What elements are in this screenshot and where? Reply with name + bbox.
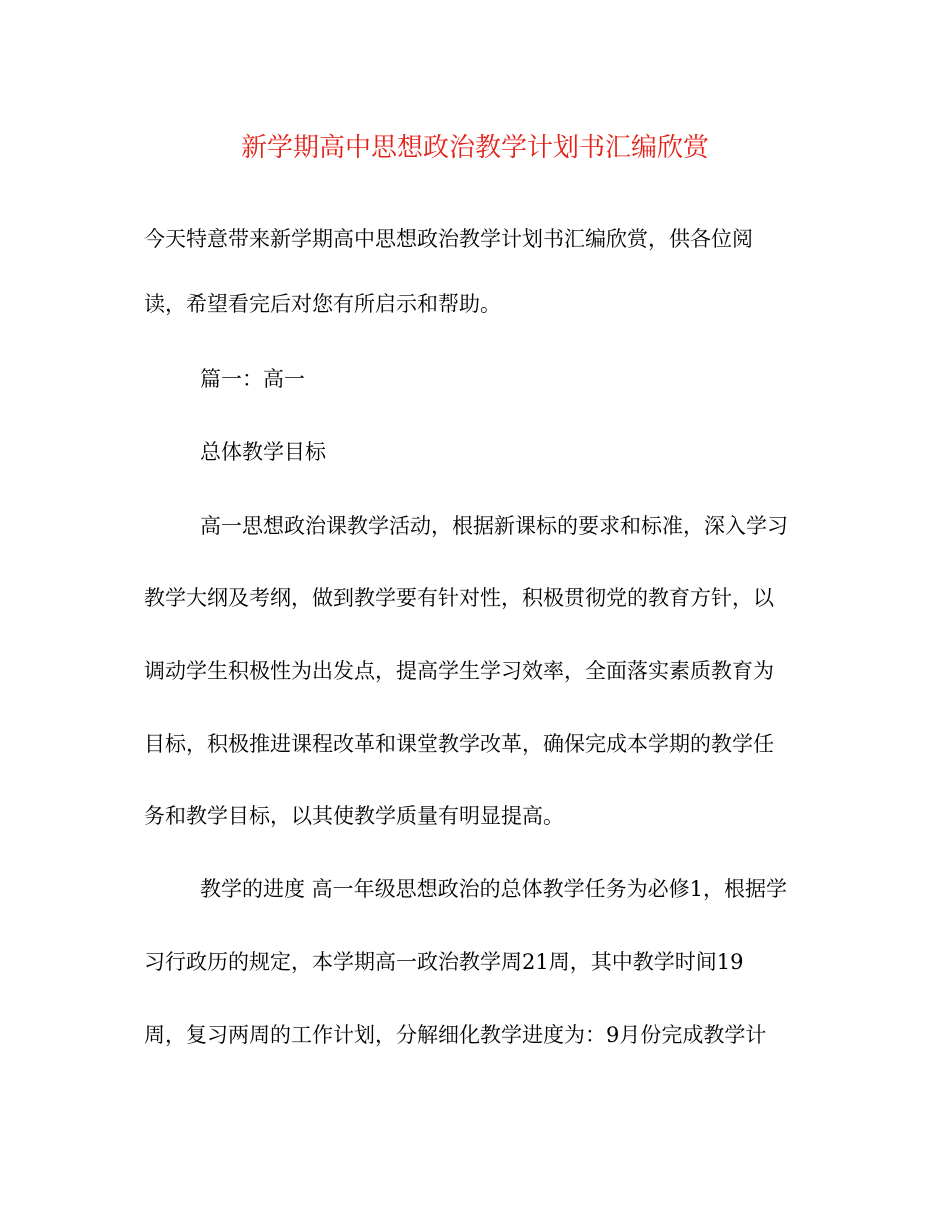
paragraph-line: 高一思想政治课教学活动，根据新课标的要求和标准，深入学习 xyxy=(200,514,788,538)
paragraph-line: 调动学生积极性为出发点，提高学生学习效率，全面落实素质教育为 xyxy=(144,659,774,683)
paragraph-line: 教学的进度 高一年级思想政治的总体教学任务为必修1，根据学 xyxy=(200,877,788,901)
paragraph-line: 务和教学目标，以其使教学质量有明显提高。 xyxy=(144,804,564,828)
paragraph-line: 周，复习两周的工作计划，分解细化教学进度为：9月份完成教学计 xyxy=(144,1023,767,1047)
subsection-heading: 总体教学目标 xyxy=(200,440,326,464)
section-heading: 篇一：高一 xyxy=(200,367,305,391)
paragraph-line: 今天特意带来新学期高中思想政治教学计划书汇编欣赏，供各位阅 xyxy=(144,227,753,251)
paragraph-line: 教学大纲及考纲，做到教学要有针对性，积极贯彻党的教育方针，以 xyxy=(144,586,774,610)
document-title: 新学期高中思想政治教学计划书汇编欣赏 xyxy=(240,133,709,163)
paragraph-line: 习行政历的规定，本学期高一政治教学周21周，其中教学时间19 xyxy=(144,950,744,974)
paragraph-line: 读，希望看完后对您有所启示和帮助。 xyxy=(144,292,501,316)
paragraph-line: 目标，积极推进课程改革和课堂教学改革，确保完成本学期的教学任 xyxy=(144,732,774,756)
